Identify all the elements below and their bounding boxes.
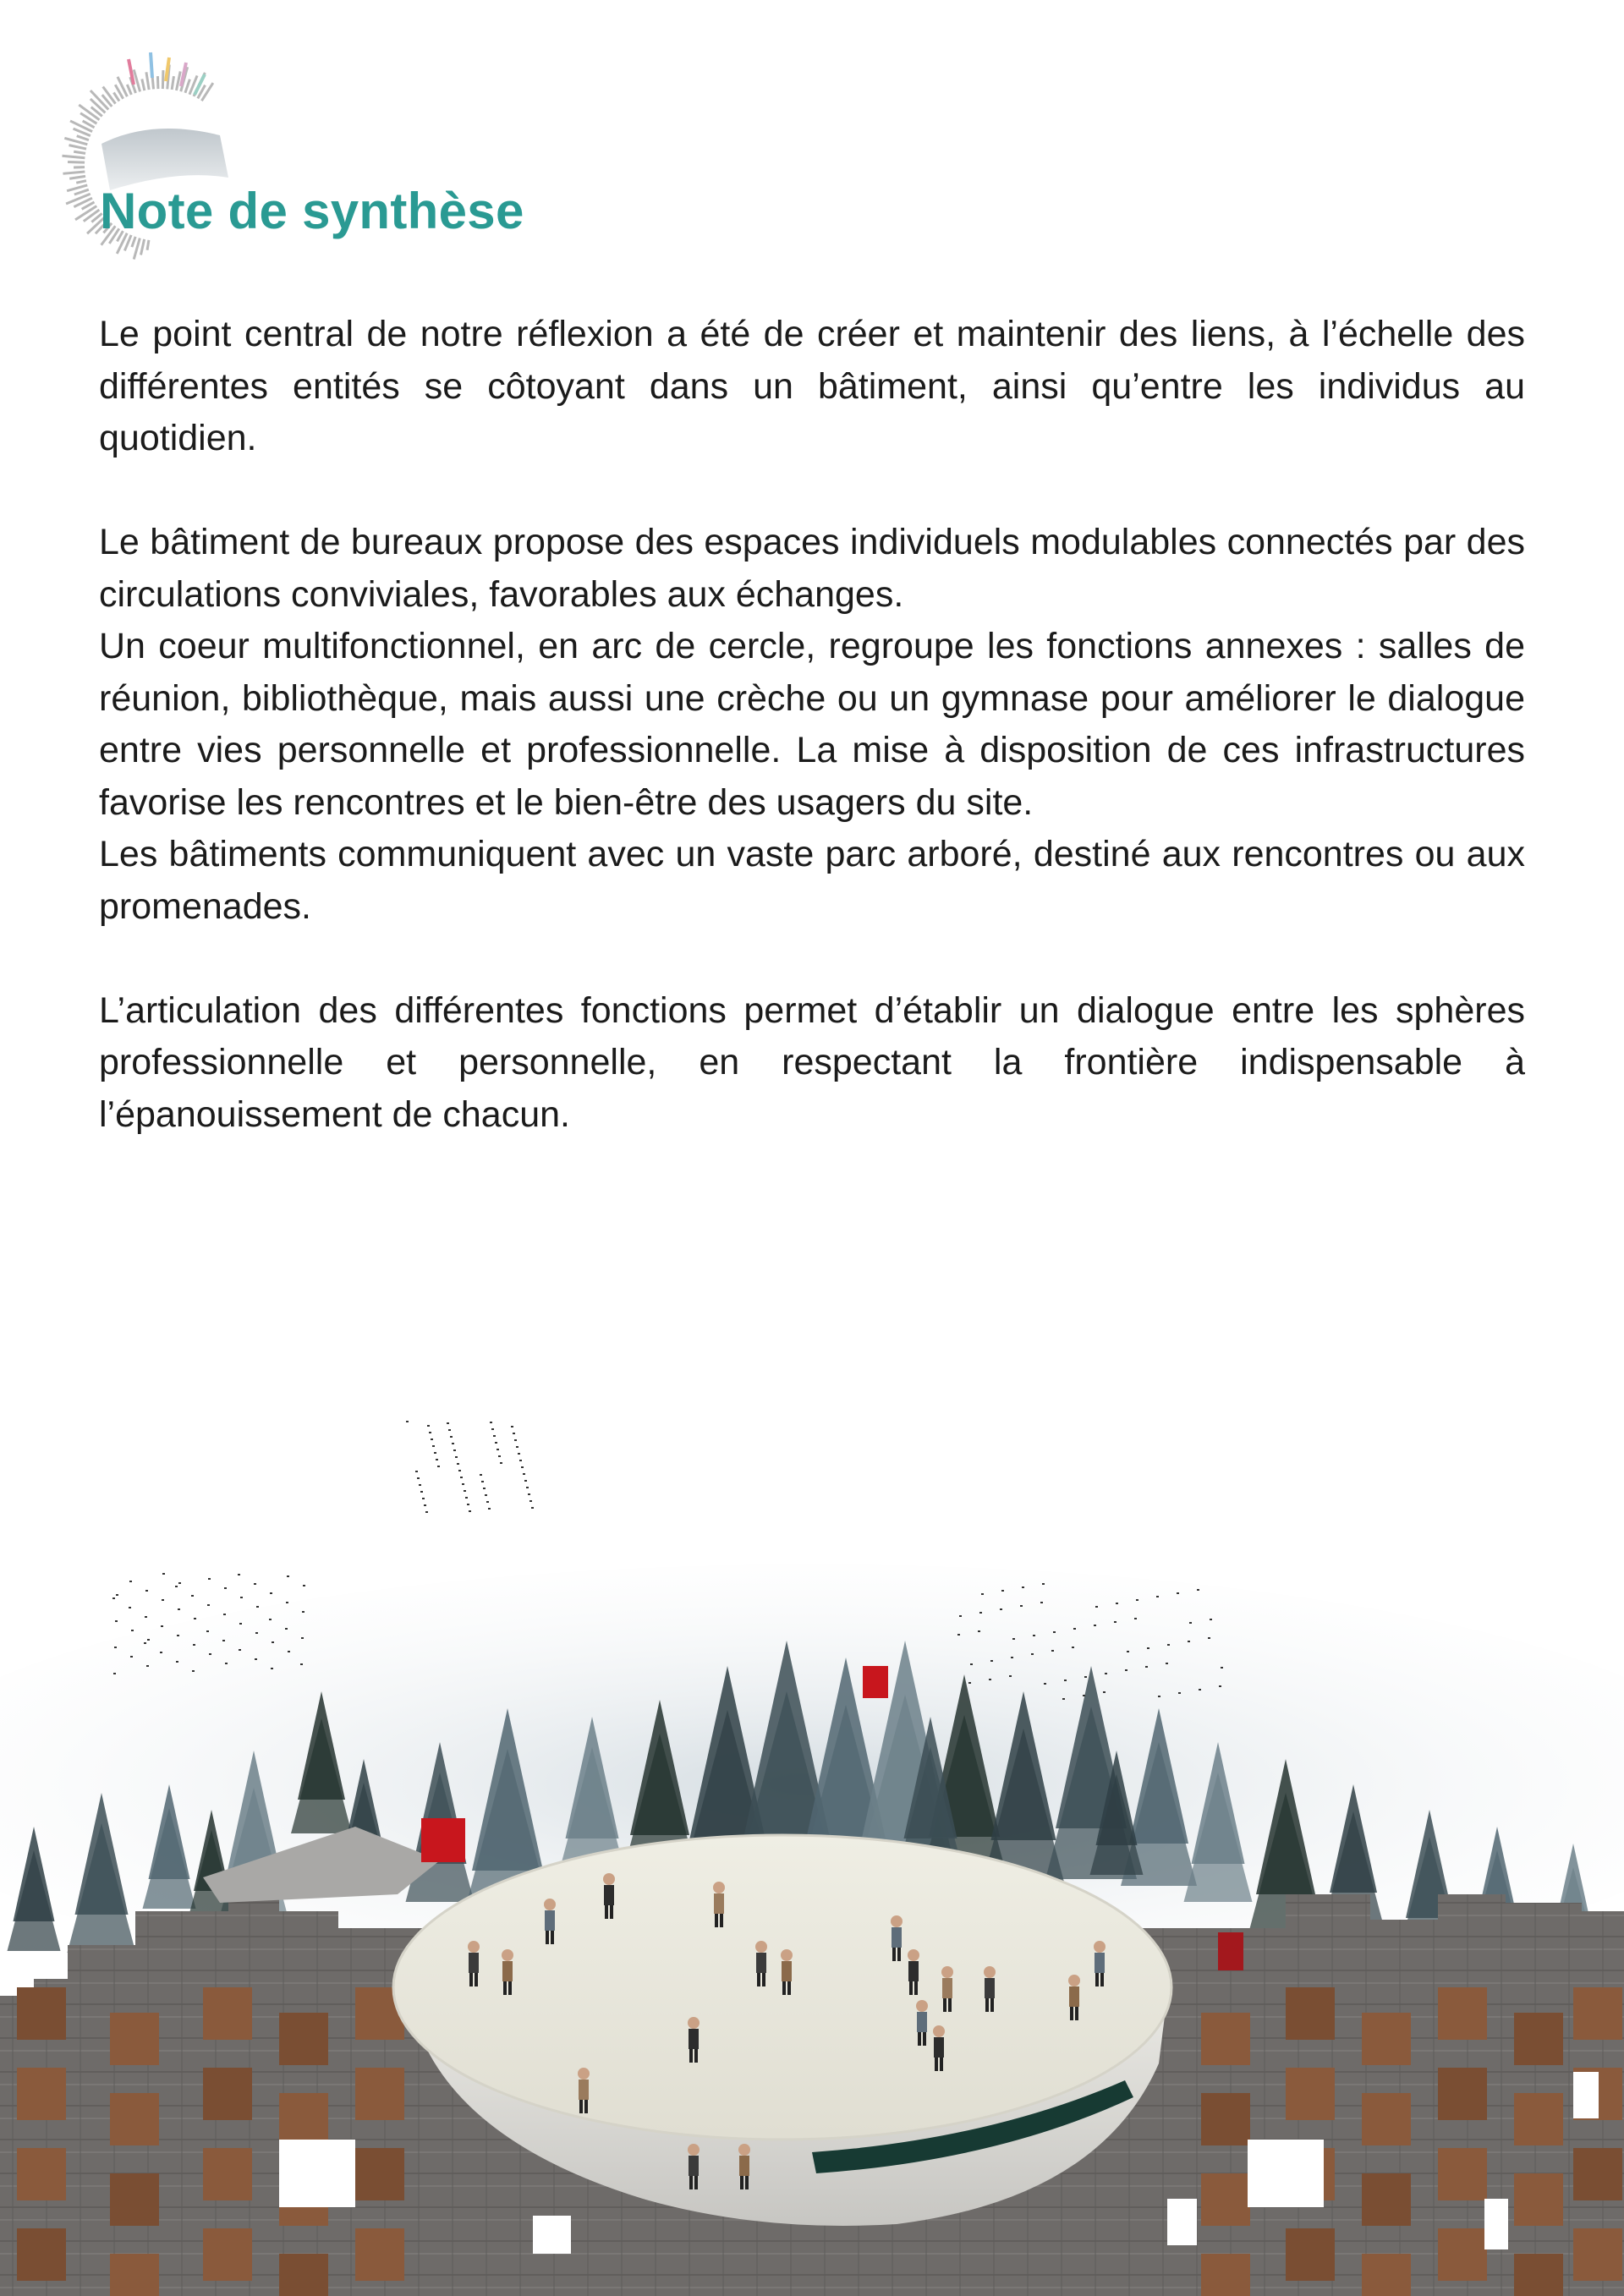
page-title: Note de synthèse: [100, 183, 524, 239]
paragraph-4: Les bâtiments communiquent avec un vaste parc arboré, destiné aux rencontres ou aux promenades.: [99, 834, 1525, 927]
red-cube: [421, 1818, 465, 1862]
paragraph-3: Un coeur multifonctionnel, en arc de cercle, regroupe les fonctions annexes : salles de réunion, bibliothèque, mais aussi une crèche ou un gymnase pour améliorer le dialogue entre vies personnelle et professionnelle. La mise à disposition de ces infrastructures favorise les rencontres et le bien-être des usagers du site.: [99, 626, 1525, 823]
text-body: [99, 309, 1525, 1141]
radial-barcode-logo-icon: [51, 42, 271, 288]
architectural-collage-illustration: [0, 1387, 1624, 2296]
red-cube-tower: [863, 1666, 888, 1698]
header: [51, 42, 643, 288]
paragraph-2: Le bâtiment de bureaux propose des espaces individuels modulables connectés par des circulations conviviales, favorables aux échanges.: [99, 522, 1525, 615]
paragraph-1: Le point central de notre réflexion a été de créer et maintenir des liens, à l’échelle des différentes entités se côtoyant dans un bâtiment, ainsi qu’entre les individus au quotidien.: [99, 314, 1525, 458]
paragraph-5: L’articulation des différentes fonctions permet d’établir un dialogue entre les sphères professionnelle et personnelle, en respectant la frontière indispensable à l’épanouissement de chacun.: [99, 989, 1525, 1135]
red-cube-small: [1218, 1932, 1243, 1970]
